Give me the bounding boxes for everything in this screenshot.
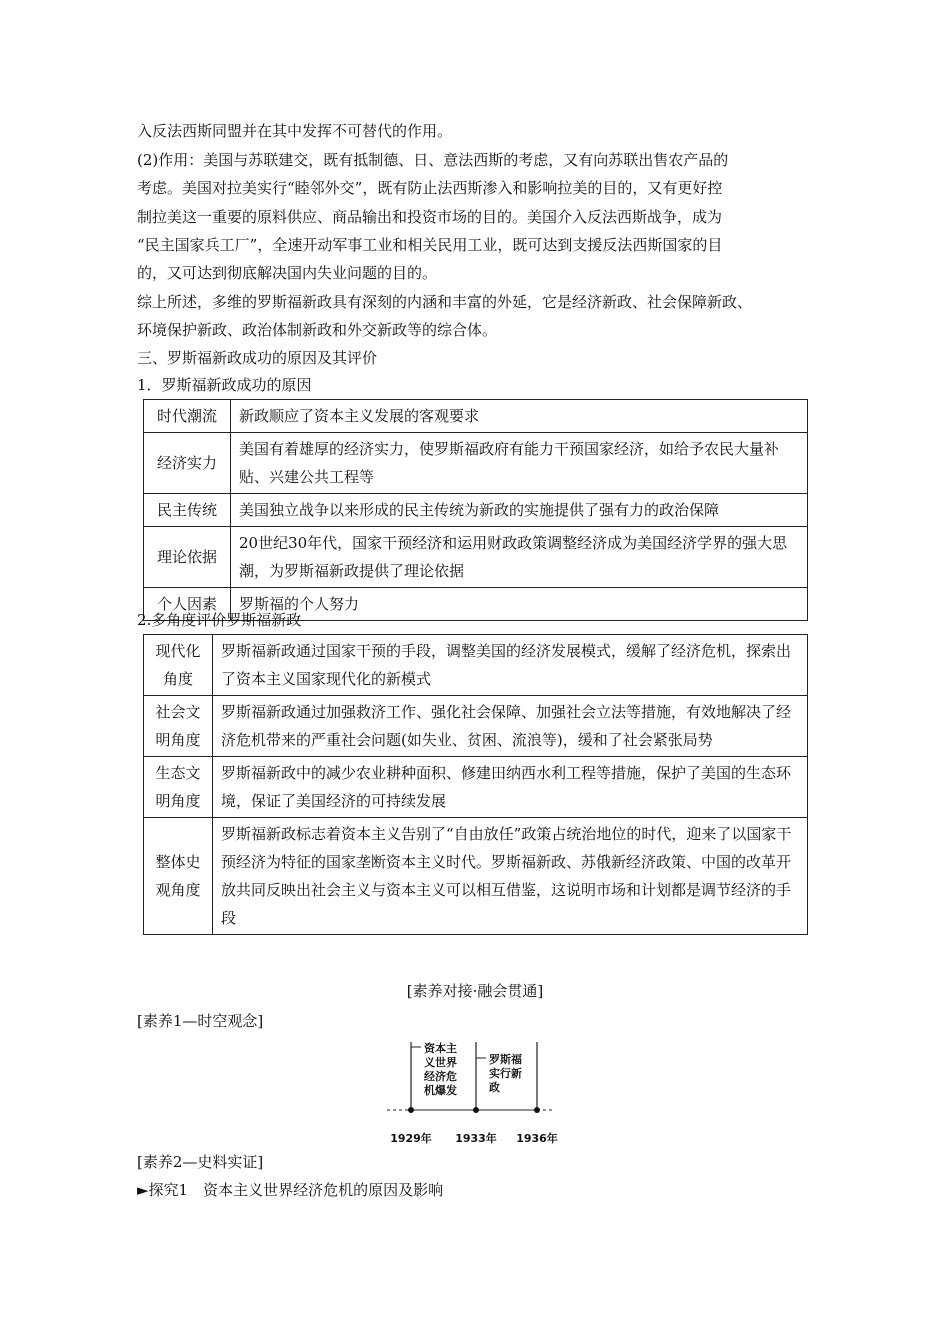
row-value: 罗斯福新政标志着资本主义告别了“自由放任”政策占统治地位的时代，迎来了以国家干预经济为特征的国家垄断资本主义时代。罗斯福新政、苏俄新经济政策、中国的改革开放共同反映出社会主义与资本主义可以相互借鉴，这说明市场和计划都是调节经济的手段 [213, 818, 808, 935]
event-crisis-line: 机爆发 [424, 1084, 457, 1097]
row-value: 罗斯福新政通过国家干预的手段，调整美国的经济发展模式，缓解了经济危机，探索出了资本主义国家现代化的新模式 [213, 635, 808, 696]
row-key: 整体史观角度 [144, 818, 213, 935]
row-value: 美国有着雄厚的经济实力，使罗斯福政府有能力干预国家经济，如给予农民大量补贴、兴建公共工程等 [231, 433, 808, 494]
event-new-deal-line: 罗斯福 [489, 1053, 522, 1066]
row-key: 生态文明角度 [144, 757, 213, 818]
event-new-deal-line: 政 [489, 1081, 500, 1094]
event-crisis-line: 义世界 [424, 1056, 457, 1069]
row-key: 民主传统 [144, 494, 231, 527]
row-key: 经济实力 [144, 433, 231, 494]
table-row [144, 527, 808, 588]
row-key: 个人因素 [144, 588, 231, 621]
row-key: 现代化角度 [144, 635, 213, 696]
row-value: 罗斯福新政通过加强救济工作、强化社会保障、加强社会立法等措施，有效地解决了经济危机带来的严重社会问题(如失业、贫困、流浪等)，缓和了社会紧张局势 [213, 696, 808, 757]
row-key: 时代潮流 [144, 400, 231, 433]
marker-dot-1936 [534, 1107, 540, 1113]
paragraph-line: 入反法西斯同盟并在其中发挥不可替代的作用。 [137, 122, 453, 140]
row-value: 新政顺应了资本主义发展的客观要求 [231, 400, 808, 433]
section-heading: 三、罗斯福新政成功的原因及其评价 [137, 349, 378, 367]
literacy-heading: [素养2—史料实证] [137, 1153, 264, 1171]
event-crisis-line: 资本主 [424, 1042, 457, 1055]
paragraph-line: 综上所述，多维的罗斯福新政具有深刻的内涵和丰富的外延，它是经济新政、社会保障新政、 [137, 293, 753, 311]
paragraph-line: 制拉美这一重要的原料供应、商品输出和投资市场的目的。美国介入反法西斯战争，成为 [137, 208, 723, 226]
table-row [144, 635, 808, 696]
literacy-heading: [素养1—时空观念] [137, 1012, 264, 1030]
marker-dot-1929 [408, 1107, 414, 1113]
table-row [144, 494, 808, 527]
paragraph-line: “民主国家兵工厂”，全速开动军事工业和相关民用工业，既可达到支援反法西斯国家的目 [137, 236, 723, 254]
paragraph-line: 考虑。美国对拉美实行“睦邻外交”，既有防止法西斯渗入和影响拉美的目的，又有更好控 [137, 179, 723, 197]
row-value: 罗斯福的个人努力 [231, 588, 808, 621]
event-new-deal-line: 实行新 [489, 1067, 522, 1080]
table-row [144, 433, 808, 494]
table-row [144, 818, 808, 935]
row-value: 20世纪30年代，国家干预经济和运用财政政策调整经济成为美国经济学界的强大思潮，为罗斯福新政提供了理论依据 [231, 527, 808, 588]
table-row [144, 696, 808, 757]
year-label: 1929年 [390, 1132, 432, 1145]
year-label: 1936年 [516, 1132, 558, 1145]
row-key: 理论依据 [144, 527, 231, 588]
section-banner: [素养对接·融会贯通] [406, 982, 544, 1000]
row-value: 罗斯福新政中的减少农业耕种面积、修建田纳西水利工程等措施，保护了美国的生态环境，保证了美国经济的可持续发展 [213, 757, 808, 818]
table-row [144, 757, 808, 818]
year-label: 1933年 [455, 1132, 497, 1145]
timeline-diagram [385, 1040, 570, 1150]
table-row [144, 400, 808, 433]
sub-heading: 1．罗斯福新政成功的原因 [137, 376, 312, 394]
paragraph-line: (2)作用：美国与苏联建交，既有抵制德、日、意法西斯的考虑，又有向苏联出售农产品的 [137, 151, 729, 169]
explore-heading: ►探究1 资本主义世界经济危机的原因及影响 [137, 1181, 444, 1199]
evaluation-table [143, 634, 808, 935]
paragraph-line: 环境保护新政、政治体制新政和外交新政等的综合体。 [137, 321, 498, 339]
marker-dot-1933 [473, 1107, 479, 1113]
paragraph-line: 的，又可达到彻底解决国内失业问题的目的。 [137, 264, 438, 282]
row-value: 美国独立战争以来形成的民主传统为新政的实施提供了强有力的政治保障 [231, 494, 808, 527]
success-reasons-table [143, 399, 808, 621]
sub-heading: 2.多角度评价罗斯福新政 [137, 611, 302, 629]
row-key: 社会文明角度 [144, 696, 213, 757]
event-crisis-line: 经济危 [424, 1070, 457, 1083]
